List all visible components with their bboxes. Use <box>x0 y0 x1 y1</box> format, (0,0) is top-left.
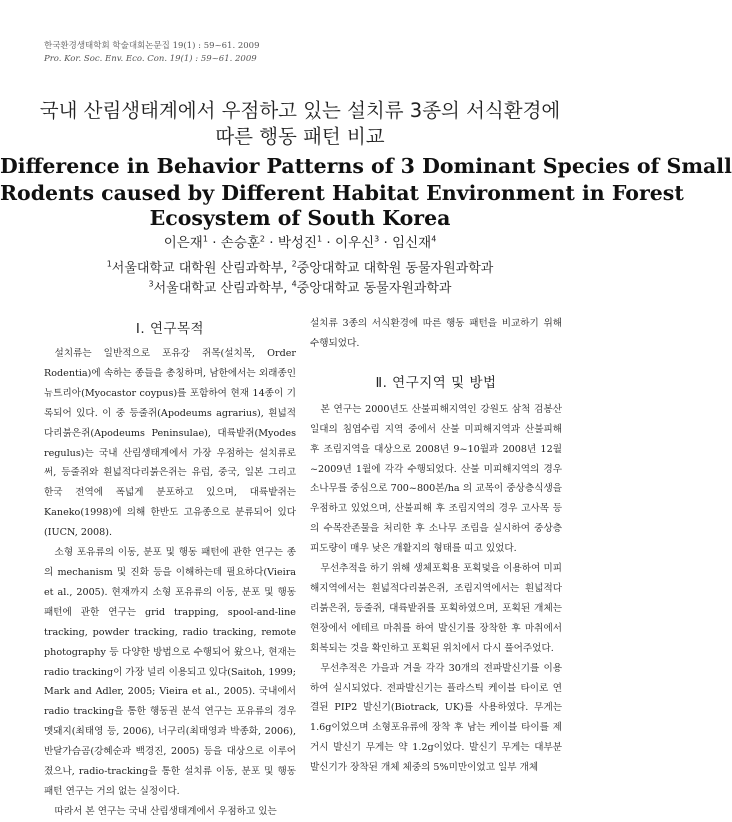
author-affiliation-mark: 1 <box>317 234 323 244</box>
english-title-line-1: Difference in Behavior Patterns of 3 Dominant Species of Small <box>0 154 732 178</box>
author-separator: · <box>322 235 335 251</box>
body-paragraph: 설치류 3종의 서식환경에 따른 행동 패턴을 비교하기 위해 수행되었다. <box>310 318 562 349</box>
journal-header-english: Pro. Kor. Soc. Env. Eco. Con. 19(1) : 59~61. 2009 <box>44 54 257 64</box>
body-paragraph: 무선추적은 가을과 겨울 각각 30개의 전파발신기를 이용하여 실시되었다. 전파발신기는 플라스틱 케이블 타이로 연결된 PIP2 발신기(Biotrack, UK)를 사용하였다. 무게는 1.6g이었으며 소형포유류에 장착 후 남는 케이블 타이를 제거시 발신기 무게는 약 1.2g이었다. 발신기 무게는 대부분 발신기가 장착된 개체 체중의 5%미만이었고 일부 개체 <box>310 662 562 774</box>
right-column <box>310 314 562 778</box>
body-paragraph: 소형 포유류의 이동, 분포 및 행동 패턴에 관한 연구는 종의 mechanism 및 진화 등을 이해하는데 필요하다(Vieira et al., 2005). 현재까지 소형 포유류의 이동, 분포 및 행동 패턴에 관한 연구는 grid trapping, spool-and-line tracking, powder tracking, radio tracking, remote photography 등 다양한 방법으로 수행되어 왔으나, 현재는 radio tracking이 가장 널리 이용되고 있다(Saitoh, 1999; Mark and Adler, 2005; Vieira et al., 2005). 국내에서 radio tracking을 통한 행동권 분석 연구는 포유류의 경우 멧돼지(최태영 등, 2006), 너구리(최태영과 박종화, 2006), 반달가슴곰(강혜순과 백경진, 2005) 등을 대상으로 이루어졌으나, radio-tracking을 통한 설치류 이동, 분포 및 행동 패턴 연구는 거의 없는 실정이다. <box>44 547 296 797</box>
section-heading-purpose: Ⅰ. 연구목적 <box>135 321 205 337</box>
right-column-intro-body <box>310 314 562 354</box>
korean-title-line-2: 따른 행동 패턴 비교 <box>215 125 385 148</box>
author-separator: · <box>379 235 393 251</box>
author-affiliation-mark: 3 <box>374 234 380 244</box>
author-name: 이우신 <box>334 235 375 251</box>
affiliation-number: 2 <box>291 259 297 269</box>
author-name: 손승훈 <box>220 235 260 251</box>
english-title-line-2: Rodents caused by Different Habitat Environment in Forest <box>0 181 684 205</box>
affiliation-number: 3 <box>148 279 154 289</box>
author-separator: · <box>265 235 278 251</box>
author-list <box>0 231 600 251</box>
affiliation-text: 중앙대학교 동물자원과학과 <box>296 281 452 296</box>
body-paragraph: 따라서 본 연구는 국내 산림생태계에서 우점하고 있는 <box>54 805 277 817</box>
body-paragraph: 본 연구는 2000년도 산불피해지역인 강원도 삼척 검봉산 일대의 침엽수림 지역 중에서 산불 미피해지역과 산불피해 후 조림지역을 대상으로 2008년 9~10월과 2008년 12월~2009년 1월에 각각 수행되었다. 산불 미피해지역의 경우 소나무를 중심으로 700~800본/ha 의 교목이 중상층식생을 우점하고 있었으며, 산불피해 후 조림지역의 경우 고사목 등의 수목잔존물을 처리한 후 소나무 조림을 실시하여 중상층 피도량이 매우 낮은 개활지의 형태를 띠고 있었다. <box>310 403 562 555</box>
affiliation-text: 서울대학교 대학원 산림과학부, <box>111 261 292 276</box>
author-affiliation-mark: 1 <box>202 234 208 244</box>
author-name: 임신재 <box>392 235 432 251</box>
left-column <box>44 314 296 822</box>
english-title-line-3: Ecosystem of South Korea <box>149 206 451 230</box>
author-name: 이은재 <box>163 235 203 251</box>
affiliation-line-2 <box>0 277 600 296</box>
author-name: 박성진 <box>277 235 318 251</box>
affiliation-text: 서울대학교 산림과학부, <box>153 281 292 296</box>
journal-header-korean: 한국환경생태학회 학술대회논문집 19(1) : 59~61. 2009 <box>44 41 260 51</box>
affiliation-number: 1 <box>106 259 112 269</box>
left-column-body <box>44 344 296 822</box>
right-column-methods-body <box>310 400 562 778</box>
author-affiliation-mark: 4 <box>431 234 437 244</box>
author-separator: · <box>207 235 221 251</box>
korean-title-line-1: 국내 산림생태계에서 우점하고 있는 설치류 3종의 서식환경에 <box>39 99 561 122</box>
affiliation-number: 4 <box>291 279 297 289</box>
affiliation-line-1 <box>0 257 600 276</box>
section-heading-methods: Ⅱ. 연구지역 및 방법 <box>375 374 497 391</box>
author-affiliation-mark: 2 <box>259 234 266 244</box>
body-paragraph: 무선추적을 하기 위해 생체포획용 포획덫을 이용하여 미피해지역에서는 흰넓적다리붉은쥐, 조림지역에서는 흰넓적다리붉은쥐, 등줄쥐, 대륙밭쥐를 포획하였으며, 포획된 개체는 현장에서 에테르 마취를 하여 발신기를 장착한 후 마취에서 회복되는 것을 확인하고 포획된 위치에서 다시 풀어주었다. <box>310 563 562 654</box>
affiliation-text: 중앙대학교 대학원 동물자원과학과 <box>296 261 494 276</box>
body-paragraph: 설치류는 일반적으로 포유강 쥐목(설치목, Order Rodentia)에 속하는 종들을 총칭하며, 남한에서는 외래종인 뉴트리아(Myocastor coypus)를 포함하여 현재 14종이 기록되어 있다. 이 중 등줄쥐(Apodeums agrarius), 흰넓적다리붉은쥐(Apodeums Peninsulae), 대륙밭쥐(Myodes regulus)는 국내 산림생태계에서 가장 우점하는 설치류로써, 등줄쥐와 흰넓적다리붉은쥐는 유럽, 중국, 일본 그리고 한국 전역에 폭넓게 분포하고 있으며, 대륙밭쥐는 Kaneko(1998)에 의해 한반도 고유종으로 분류되어 있다(IUCN, 2008). <box>44 348 296 539</box>
